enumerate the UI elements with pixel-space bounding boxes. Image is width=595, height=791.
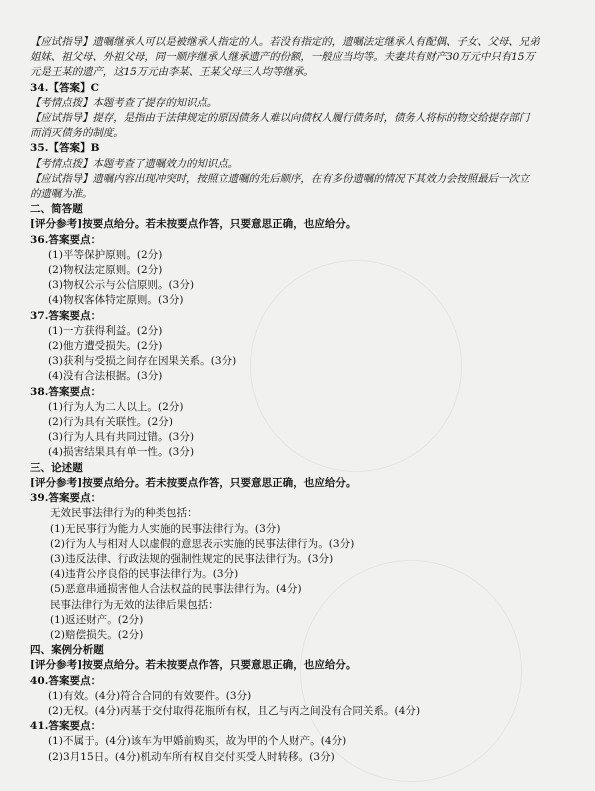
- text-line: 【应试指导】遗嘱内容出现冲突时，按照立遗嘱的先后顺序，在有多份遗嘱的情况下其效力会按照最后一次立: [30, 172, 530, 185]
- text-line: (1)平等保护原则。(2分): [48, 248, 163, 261]
- text-line: (4)违背公序良俗的民事法律行为。(3分): [50, 568, 239, 581]
- text-line: 39.答案要点：: [30, 492, 102, 505]
- text-line: 【考情点拨】本题考查了遗嘱效力的知识点。: [30, 157, 238, 170]
- text-line: [评分参考]按要点给分。若未按要点作答，只要意思正确，也应给分。: [30, 218, 357, 231]
- text-line: (1)有效。(4分)符合合同的有效要件。(3分): [48, 689, 252, 702]
- text-line: (1)行为人为二人以上。(2分): [48, 400, 184, 413]
- text-line: (3)物权公示与公信原则。(3分): [48, 279, 195, 292]
- text-line: (3)违反法律、行政法规的强制性规定的民事法律行为。(3分): [50, 552, 334, 565]
- text-line: 35.【答案】B: [30, 142, 100, 155]
- text-line: (3)获利与受损之间存在因果关系。(3分): [48, 355, 237, 368]
- text-line: (1)一方获得利益。(2分): [48, 324, 163, 337]
- text-line: 四、案例分析题: [30, 644, 104, 657]
- text-line: (1)不属于。(4分)该车为甲婚前购买，故为甲的个人财产。(4分): [48, 735, 347, 748]
- text-line: 二、简答题: [30, 203, 83, 216]
- text-line: 三、论述题: [30, 461, 83, 474]
- text-line: 37.答案要点：: [30, 309, 102, 322]
- text-line: (2)3月15日。(4分)机动车所有权自交付买受人时转移。(3分): [48, 750, 335, 763]
- text-line: (1)返还财产。(2分): [50, 613, 144, 626]
- text-line: (3)行为人具有共同过错。(3分): [48, 431, 195, 444]
- text-line: (2)赔偿损失。(2分): [50, 628, 144, 641]
- text-line: 民事法律行为无效的法律后果包括：: [50, 598, 219, 611]
- text-line: (2)他方遭受损失。(2分): [48, 340, 163, 353]
- text-line: (5)恶意串通损害他人合法权益的民事法律行为。(4分): [50, 583, 302, 596]
- text-line: 的遗嘱为准。: [30, 188, 93, 201]
- text-line: 【应试指导】提存，是指由于法律规定的原因债务人难以向债权人履行债务时，债务人将标的物交给提存部门: [30, 112, 530, 125]
- text-line: 41.答案要点：: [30, 720, 102, 733]
- text-line: 38.答案要点：: [30, 385, 102, 398]
- text-line: 【应试指导】遗嘱继承人可以是被继承人指定的人。若没有指定的，遗嘱法定继承人有配偶、子女、父母、兄弟: [30, 36, 540, 48]
- text-line: 姐妹、祖父母、外祖父母，同一顺序继承人继承遗产的份额，一般应当均等。夫妻共有财产30万元中只有15万: [30, 51, 535, 64]
- answer-text-body: [30, 35, 570, 765]
- text-line: 36.答案要点：: [30, 233, 102, 246]
- text-line: (2)物权法定原则。(2分): [48, 264, 163, 277]
- text-line: (2)行为人与相对人以虚假的意思表示实施的民事法律行为。(3分): [50, 537, 355, 550]
- text-line: 34.【答案】C: [30, 81, 100, 94]
- text-line: [评分参考]按要点给分。若未按要点作答，只要意思正确，也应给分。: [30, 659, 357, 672]
- text-line: (2)无权。(4分)丙基于交付取得花瓶所有权，且乙与丙之间没有合同关系。(4分): [48, 704, 421, 717]
- text-line: (4)物权客体特定原则。(3分): [48, 294, 184, 307]
- text-line: (4)没有合法根据。(3分): [48, 370, 163, 383]
- text-line: 而消灭债务的制度。: [30, 127, 124, 140]
- text-line: 元是王某的遗产，这15万元由李某、王某父母三人均等继承。: [30, 66, 314, 79]
- text-line: 【考情点拨】本题考查了提存的知识点。: [30, 96, 218, 109]
- text-line: 无效民事法律行为的种类包括：: [50, 507, 198, 520]
- text-line: (4)损害结果具有单一性。(3分): [48, 446, 195, 459]
- text-line: 40.答案要点：: [30, 674, 102, 687]
- text-line: (1)无民事行为能力人实施的民事法律行为。(3分): [50, 522, 281, 535]
- text-line: [评分参考]按要点给分。若未按要点作答，只要意思正确，也应给分。: [30, 476, 357, 489]
- text-line: (2)行为具有关联性。(2分): [48, 416, 173, 429]
